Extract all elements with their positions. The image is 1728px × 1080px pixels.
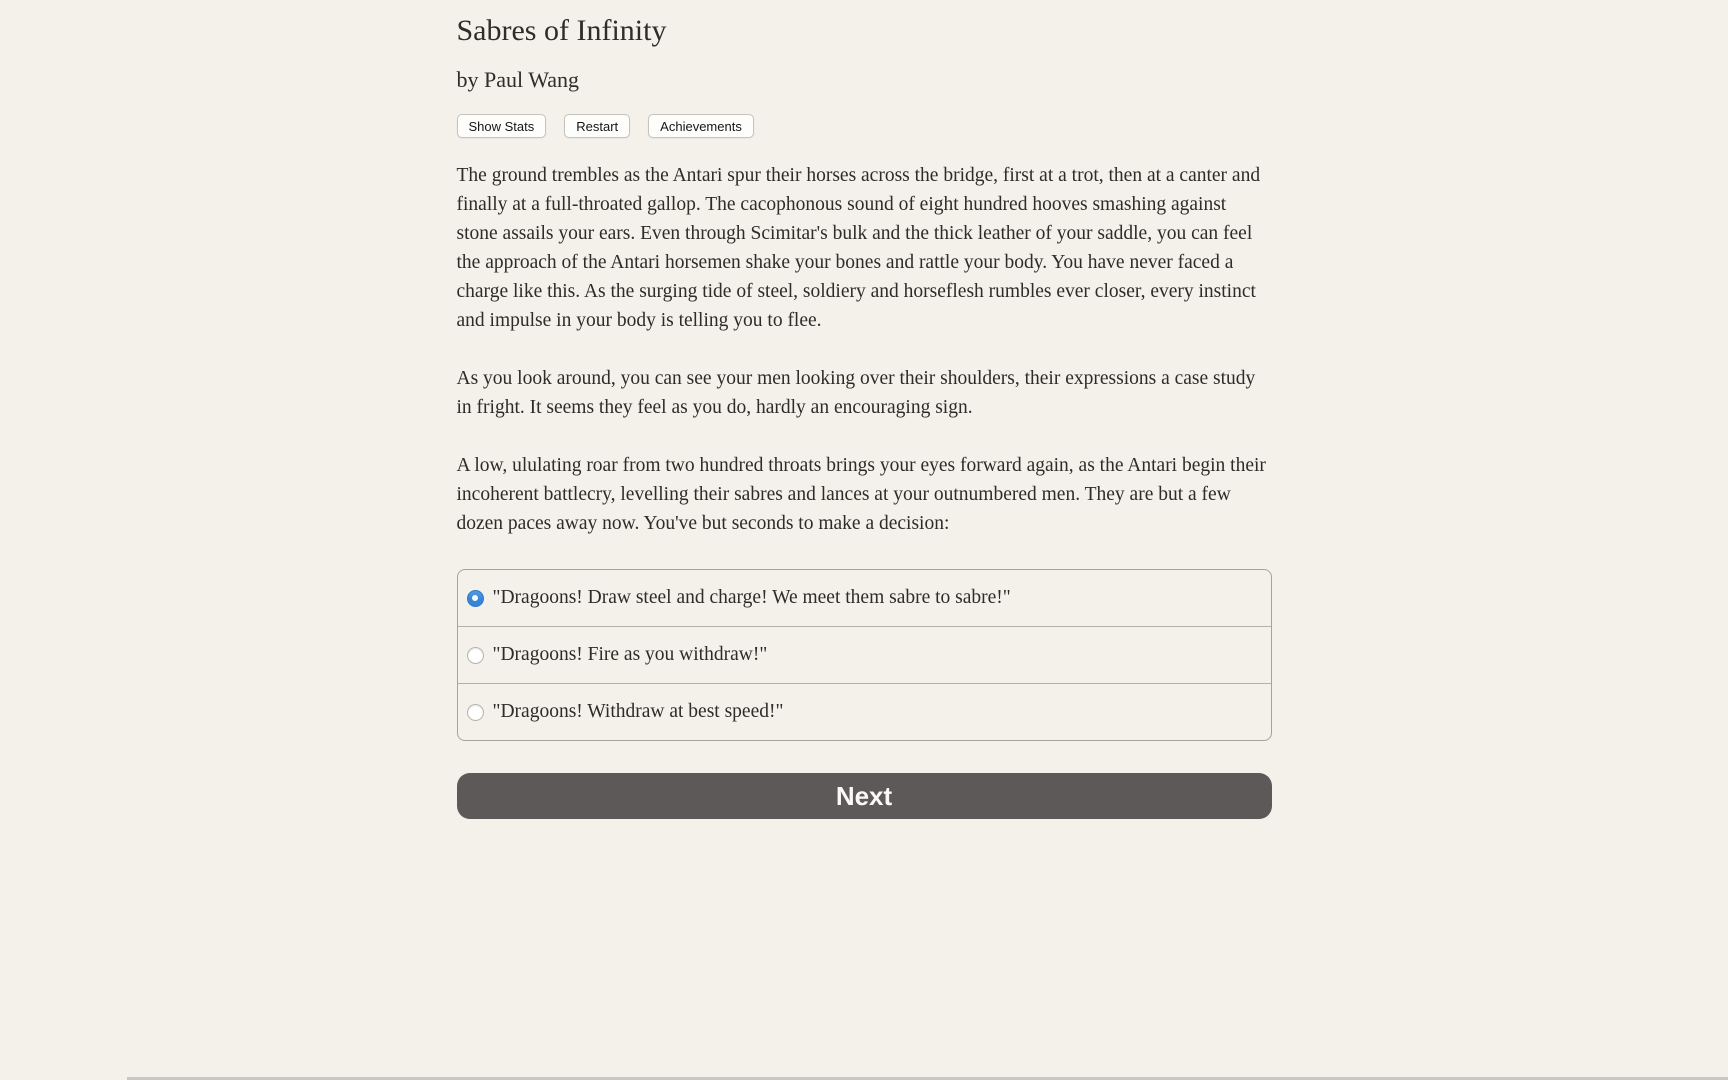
achievements-button[interactable]: Achievements [648, 114, 754, 138]
game-title: Sabres of Infinity [456, 14, 667, 47]
choice-option-3[interactable] [458, 683, 1271, 740]
story-paragraph-1: The ground trembles as the Antari spur their horses across the bridge, first at a trot, then at a canter and finally at a full-throated gallop. The cacophonous sound of eight hundred hooves smashing against stone assails your ears. Even through Scimitar's bulk and the thick leather of your saddle, you can feel the approach of the Antari horsemen shake your bones and rattle your body. You have never faced a charge like this. As the surging tide of steel, soldiery and horseflesh rumbles ever closer, every instinct and impulse in your body is telling you to flee. [456, 165, 1261, 331]
author-byline: by Paul Wang [456, 67, 579, 92]
radio-button-icon[interactable] [467, 647, 484, 664]
story-paragraph-3: A low, ululating roar from two hundred throats brings your eyes forward again, as the Antari begin their incoherent battlecry, levelling their sabres and lances at your outnumbered men. They are but a few dozen paces away now. You've but seconds to make a decision: [456, 455, 1266, 534]
restart-button[interactable]: Restart [564, 114, 630, 138]
toolbar [457, 114, 1272, 138]
radio-button-icon[interactable] [467, 704, 484, 721]
choice-option-1[interactable] [458, 570, 1271, 626]
next-button[interactable]: Next [457, 773, 1272, 819]
choice-group [457, 569, 1272, 741]
choice-option-2[interactable] [458, 626, 1271, 683]
story-page [457, 0, 1272, 819]
choice-label: "Dragoons! Draw steel and charge! We meet them sabre to sabre!" [492, 587, 1011, 608]
choice-label: "Dragoons! Withdraw at best speed!" [492, 701, 784, 722]
show-stats-button[interactable]: Show Stats [457, 114, 547, 138]
story-paragraph-2: As you look around, you can see your men looking over their shoulders, their expressions a case study in fright. It seems they feel as you do, hardly an encouraging sign. [456, 368, 1256, 418]
radio-button-icon[interactable] [467, 590, 484, 607]
choice-label: "Dragoons! Fire as you withdraw!" [492, 644, 768, 665]
